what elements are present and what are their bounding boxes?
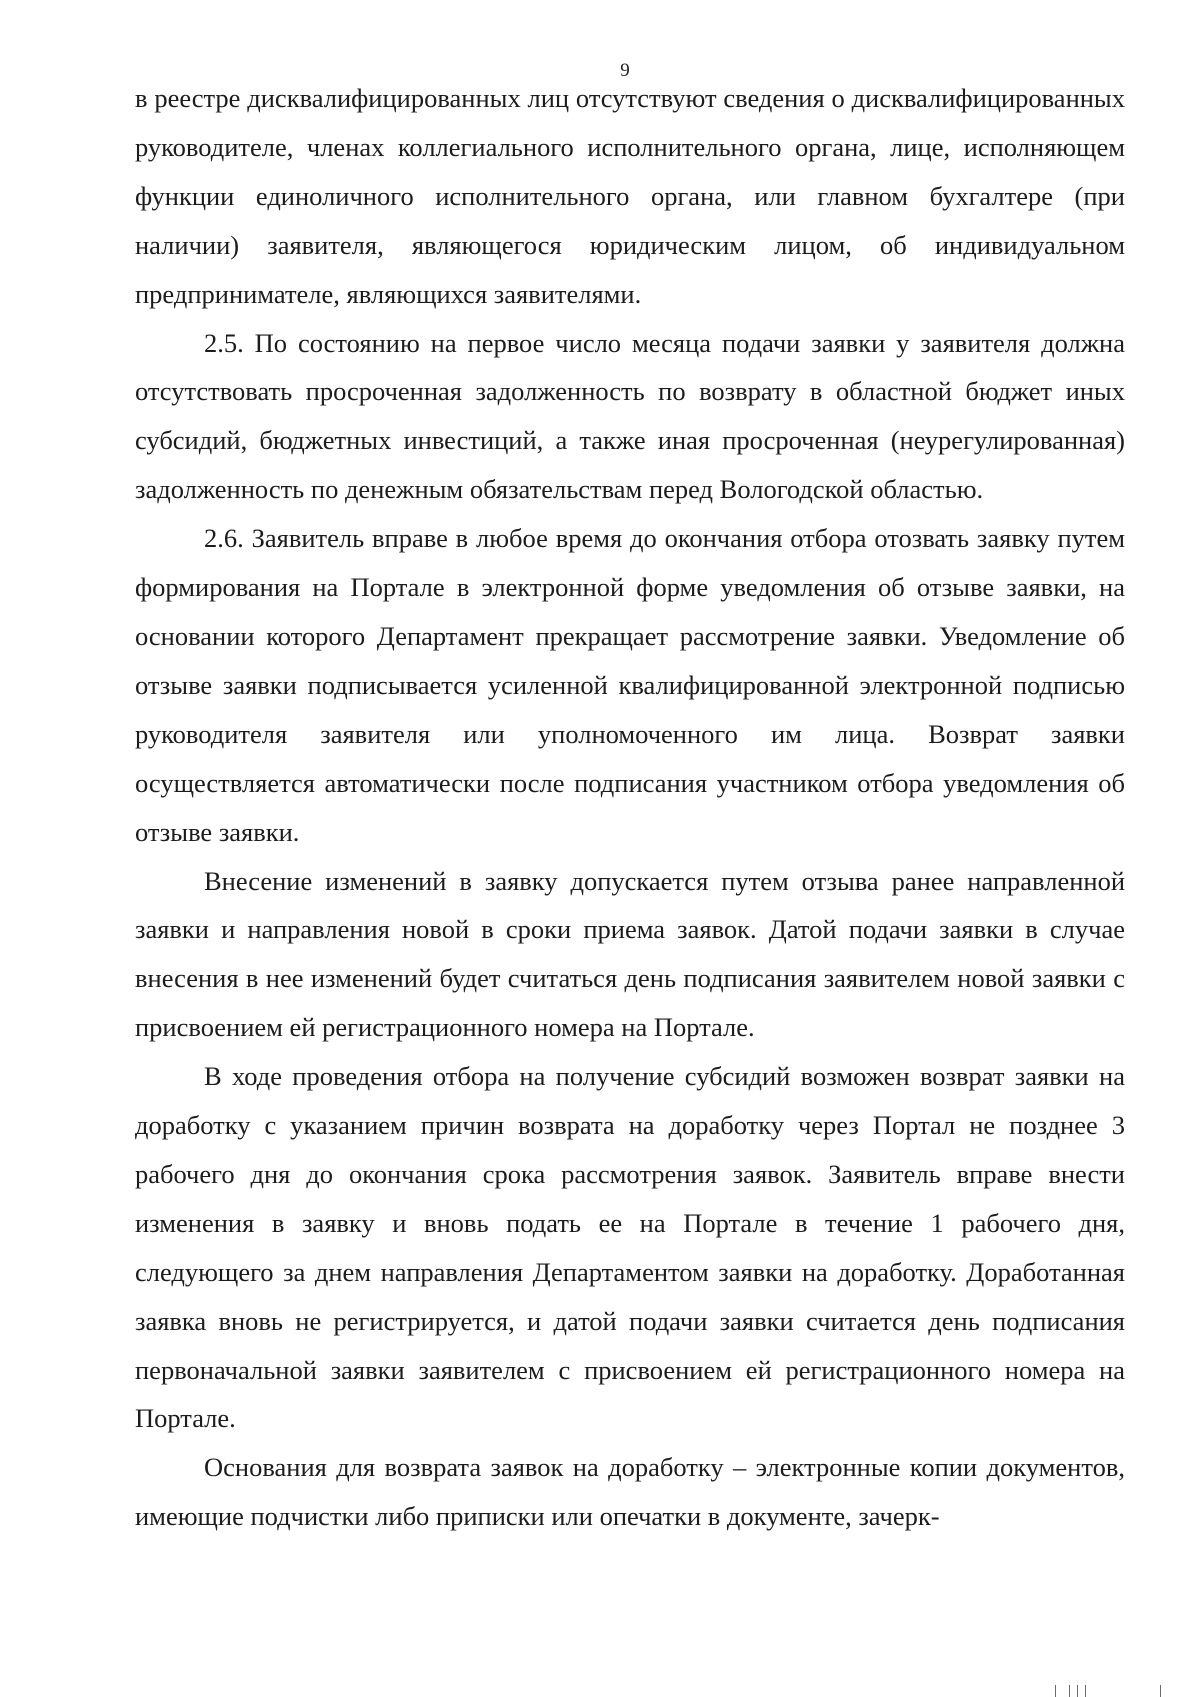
page-number: 9 — [620, 60, 630, 81]
paragraph-application-changes: Внесение изменений в заявку допускается путем отзыва ранее направленной заявки и направления новой в сроки приема заявок. Датой подачи заявки в случае внесения в нее изменений будет считаться день подписания заявителем новой заявки с присвоением ей регистрационного номера на Портале. — [135, 865, 1125, 1043]
paragraph-return-for-revision: В ходе проведения отбора на получение субсидий возможен возврат заявки на доработку с указанием причин возврата на доработку через Портал не позднее 3 рабочего дня до окончания срока рассмотрения заявок. Заявитель вправе внести изменения в заявку и вновь подать ее на Портале в течение 1 рабочего дня, следующего за днем направления Департаментом заявки на доработку. Доработанная заявка вновь не регистрируется, и датой подачи заявки считается день подписания первоначальной заявки заявителем с присвоением ей регистрационного номера на Портале. — [135, 1061, 1125, 1434]
scan-edge-marks — [1055, 1681, 1165, 1697]
paragraph-disqualified-registry: в реестре дисквалифицированных лиц отсутствуют сведения о дисквалифицированных руководителе, членах коллегиального исполнительного органа, лице, исполняющем функции единоличного исполнительного органа, или главном бухгалтере (при наличии) заявителя, являющегося юридическим лицом, об индивидуальном предпринимателе, являющихся заявителями. — [135, 83, 1125, 309]
paragraph-return-grounds: Основания для возврата заявок на доработку – электронные копии документов, имеющие подчистки либо приписки или опечатки в документе, зачерк- — [135, 1452, 1125, 1532]
paragraph-2-5-overdue-debt: 2.5. По состоянию на первое число месяца подачи заявки у заявителя должна отсутствовать просроченная задолженность по возврату в областной бюджет иных субсидий, бюджетных инвестиций, а также иная просроченная (неурегулированная) задолженность по денежным обязательствам перед Вологодской областью. — [135, 327, 1125, 505]
document-body — [135, 74, 1125, 1541]
paragraph-2-6-withdraw-application: 2.6. Заявитель вправе в любое время до окончания отбора отозвать заявку путем формирования на Портале в электронной форме уведомления об отзыве заявки, на основании которого Департамент прекращает рассмотрение заявки. Уведомление об отзыве заявки подписывается усиленной квалифицированной электронной подписью руководителя заявителя или уполномоченного им лица. Возврат заявки осуществляется автоматически после подписания участником отбора уведомления об отзыве заявки. — [135, 523, 1125, 847]
